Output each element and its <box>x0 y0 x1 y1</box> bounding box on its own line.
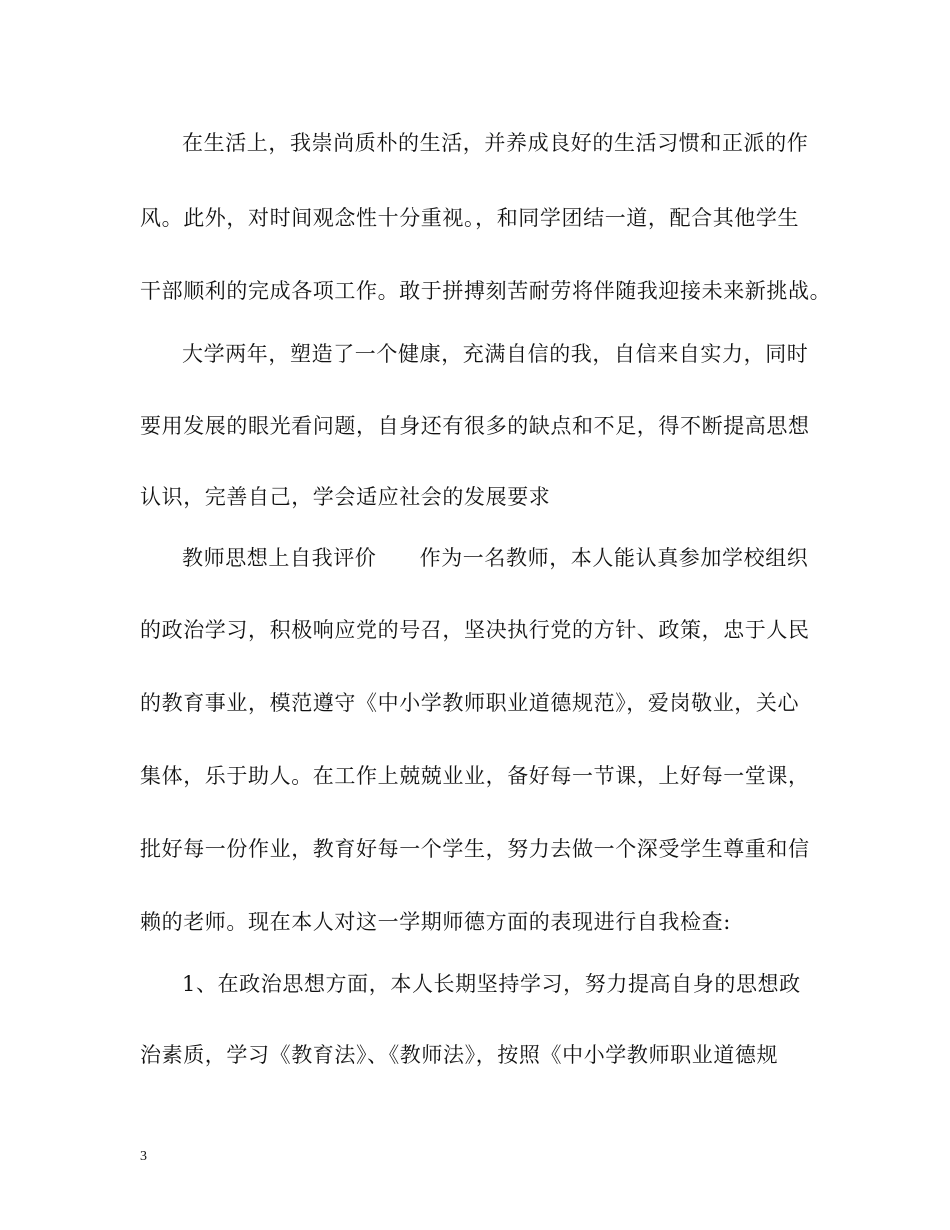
paragraph-line: 的政治学习，积极响应党的号召，坚决执行党的方针、政策，忠于人民 <box>140 618 810 642</box>
paragraph-line: 1、在政治思想方面，本人长期坚持学习，努力提高自身的思想政 <box>182 972 801 996</box>
paragraph-line: 赖的老师。现在本人对这一学期师德方面的表现进行自我检查: <box>140 910 731 934</box>
paragraph-line: 教师思想上自我评价 作为一名教师，本人能认真参加学校组织 <box>182 546 809 570</box>
paragraph-line: 在生活上，我崇尚质朴的生活，并养成良好的生活习惯和正派的作 <box>182 131 809 155</box>
paragraph-line: 批好每一份作业，教育好每一个学生，努力去做一个深受学生尊重和信 <box>140 837 810 861</box>
paragraph-line: 大学两年，塑造了一个健康，充满自信的我，自信来自实力，同时 <box>182 342 809 366</box>
page-number: 3 <box>140 1149 147 1164</box>
paragraph-line: 风。此外，对时间观念性十分重视。，和同学团结一道，配合其他学生 <box>140 206 800 230</box>
paragraph-line: 认识，完善自己，学会适应社会的发展要求 <box>140 485 551 509</box>
paragraph-line: 要用发展的眼光看问题，自身还有很多的缺点和不足，得不断提高思想 <box>140 414 810 438</box>
paragraph-line: 的教育事业，模范遵守《中小学教师职业道德规范》，爱岗敬业，关心 <box>140 691 800 715</box>
paragraph-line: 集体，乐于助人。在工作上兢兢业业，备好每一节课，上好每一堂课， <box>140 764 810 788</box>
paragraph-line: 干部顺利的完成各项工作。敢于拼搏刻苦耐劳将伴随我迎接未来新挑战。 <box>140 279 832 303</box>
paragraph-line: 治素质，学习《教育法》、《教师法》，按照《中小学教师职业道德规 <box>140 1043 779 1067</box>
